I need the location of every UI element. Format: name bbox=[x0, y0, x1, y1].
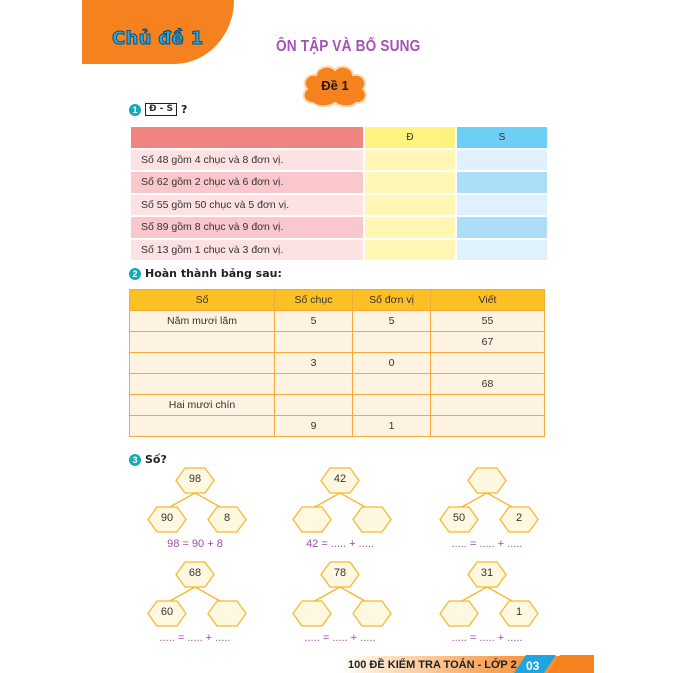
cell-units[interactable] bbox=[353, 332, 431, 353]
question-number: 1 bbox=[129, 104, 141, 116]
question-number: 2 bbox=[129, 268, 141, 280]
hex-top[interactable] bbox=[467, 561, 507, 588]
false-cell[interactable] bbox=[456, 239, 548, 262]
false-cell[interactable] bbox=[456, 149, 548, 172]
question-2-heading bbox=[129, 267, 282, 280]
number-tree bbox=[432, 466, 542, 550]
number-tree bbox=[140, 560, 250, 644]
hex-left[interactable] bbox=[147, 506, 187, 533]
hex-left[interactable] bbox=[147, 600, 187, 627]
hex-value: 78 bbox=[333, 567, 347, 579]
cell-units[interactable]: 1 bbox=[353, 416, 431, 437]
hex-value: 42 bbox=[333, 473, 347, 485]
statement: Số 62 gồm 2 chục và 6 đơn vị. bbox=[130, 171, 364, 194]
cell-tens[interactable]: 9 bbox=[275, 416, 353, 437]
test-label: Đề 1 bbox=[321, 78, 349, 93]
number-tree bbox=[285, 466, 395, 550]
true-cell[interactable] bbox=[364, 216, 456, 239]
cell-write[interactable]: 68 bbox=[431, 374, 545, 395]
question-number: 3 bbox=[129, 454, 141, 466]
equation[interactable]: ..... = ..... + ..... bbox=[451, 632, 523, 644]
header-number: Số bbox=[130, 290, 275, 311]
hex-value: 90 bbox=[160, 512, 174, 524]
hex-value: 1 bbox=[515, 606, 523, 618]
table-row bbox=[130, 353, 545, 374]
true-cell[interactable] bbox=[364, 194, 456, 217]
book-title: 100 ĐỀ KIỂM TRA TOÁN - LỚP 2 bbox=[348, 659, 517, 671]
false-cell[interactable] bbox=[456, 216, 548, 239]
table-row bbox=[130, 239, 548, 262]
hex-left[interactable] bbox=[439, 600, 479, 627]
question-suffix: ? bbox=[181, 103, 188, 116]
page-number-tab bbox=[504, 653, 594, 673]
cell-words[interactable] bbox=[130, 332, 275, 353]
cell-units[interactable] bbox=[353, 395, 431, 416]
statement: Số 89 gồm 8 chục và 9 đơn vị. bbox=[130, 216, 364, 239]
true-cell[interactable] bbox=[364, 171, 456, 194]
cell-words[interactable] bbox=[130, 374, 275, 395]
cell-write[interactable]: 67 bbox=[431, 332, 545, 353]
page-footer bbox=[340, 653, 592, 673]
cell-words[interactable]: Năm mươi lăm bbox=[130, 311, 275, 332]
header-true: Đ bbox=[364, 126, 456, 149]
table-row bbox=[130, 194, 548, 217]
hex-value: 50 bbox=[452, 512, 466, 524]
hex-right[interactable] bbox=[207, 600, 247, 627]
table-row bbox=[130, 216, 548, 239]
header-units: Số đơn vị bbox=[353, 290, 431, 311]
equation[interactable]: ..... = ..... + ..... bbox=[304, 632, 376, 644]
table-row bbox=[130, 374, 545, 395]
cell-write[interactable] bbox=[431, 395, 545, 416]
number-tree bbox=[432, 560, 542, 644]
number-tree bbox=[285, 560, 395, 644]
true-cell[interactable] bbox=[364, 149, 456, 172]
true-false-table bbox=[129, 125, 549, 262]
table-row bbox=[130, 149, 548, 172]
hex-value: 60 bbox=[160, 606, 174, 618]
cell-units[interactable]: 0 bbox=[353, 353, 431, 374]
equation[interactable]: 42 = ..... + ..... bbox=[306, 538, 374, 550]
hex-left[interactable] bbox=[439, 506, 479, 533]
table-row bbox=[130, 395, 545, 416]
hex-right[interactable] bbox=[499, 600, 539, 627]
hex-value: 2 bbox=[515, 512, 523, 524]
page-title: ÔN TẬP VÀ BỔ SUNG bbox=[276, 38, 421, 55]
hex-top[interactable] bbox=[175, 467, 215, 494]
topic-label: Chủ đề 1 bbox=[112, 28, 204, 49]
question-3-heading bbox=[129, 453, 167, 466]
hex-right[interactable] bbox=[499, 506, 539, 533]
false-cell[interactable] bbox=[456, 171, 548, 194]
hex-right[interactable] bbox=[352, 600, 392, 627]
question-title: Số? bbox=[145, 453, 167, 466]
false-cell[interactable] bbox=[456, 194, 548, 217]
hex-top[interactable] bbox=[320, 467, 360, 494]
hex-value: 98 bbox=[188, 473, 202, 485]
statement: Số 55 gồm 50 chục và 5 đơn vị. bbox=[130, 194, 364, 217]
table-row bbox=[130, 311, 545, 332]
topic-tab bbox=[82, 0, 234, 64]
cell-units[interactable] bbox=[353, 374, 431, 395]
table-row bbox=[130, 332, 545, 353]
hex-right[interactable] bbox=[207, 506, 247, 533]
cell-tens[interactable]: 5 bbox=[275, 311, 353, 332]
equation[interactable]: ..... = ..... + ..... bbox=[159, 632, 231, 644]
equation[interactable]: 98 = 90 + 8 bbox=[167, 538, 223, 550]
header-tens: Số chục bbox=[275, 290, 353, 311]
table-row bbox=[130, 416, 545, 437]
cell-units[interactable]: 5 bbox=[353, 311, 431, 332]
hex-left[interactable] bbox=[292, 506, 332, 533]
question-1-heading bbox=[129, 103, 187, 116]
hex-value: 8 bbox=[223, 512, 231, 524]
table-row bbox=[130, 171, 548, 194]
cell-write[interactable] bbox=[431, 416, 545, 437]
hex-top[interactable] bbox=[467, 467, 507, 494]
page-tab-shape bbox=[504, 653, 594, 673]
cell-write[interactable]: 55 bbox=[431, 311, 545, 332]
statement: Số 48 gồm 4 chục và 8 đơn vị. bbox=[130, 149, 364, 172]
cell-words[interactable] bbox=[130, 353, 275, 374]
cell-tens[interactable] bbox=[275, 374, 353, 395]
header-false: S bbox=[456, 126, 548, 149]
cell-tens[interactable]: 3 bbox=[275, 353, 353, 374]
true-false-box: Đ - S bbox=[145, 103, 177, 116]
hex-right[interactable] bbox=[352, 506, 392, 533]
header-write: Viết bbox=[431, 290, 545, 311]
hex-value: 31 bbox=[480, 567, 494, 579]
cell-write[interactable] bbox=[431, 353, 545, 374]
cell-tens[interactable] bbox=[275, 332, 353, 353]
page-number: 03 bbox=[526, 659, 540, 673]
hex-top[interactable] bbox=[175, 561, 215, 588]
true-cell[interactable] bbox=[364, 239, 456, 262]
equation[interactable]: ..... = ..... + ..... bbox=[451, 538, 523, 550]
cell-words[interactable]: Hai mươi chín bbox=[130, 395, 275, 416]
header-cell bbox=[130, 126, 364, 149]
hex-top[interactable] bbox=[320, 561, 360, 588]
question-title: Hoàn thành bảng sau: bbox=[145, 267, 282, 280]
number-tree bbox=[140, 466, 250, 550]
statement: Số 13 gồm 1 chục và 3 đơn vị. bbox=[130, 239, 364, 262]
place-value-table bbox=[129, 289, 545, 437]
cell-words[interactable] bbox=[130, 416, 275, 437]
cell-tens[interactable] bbox=[275, 395, 353, 416]
test-badge bbox=[299, 63, 371, 107]
hex-value: 68 bbox=[188, 567, 202, 579]
hex-left[interactable] bbox=[292, 600, 332, 627]
